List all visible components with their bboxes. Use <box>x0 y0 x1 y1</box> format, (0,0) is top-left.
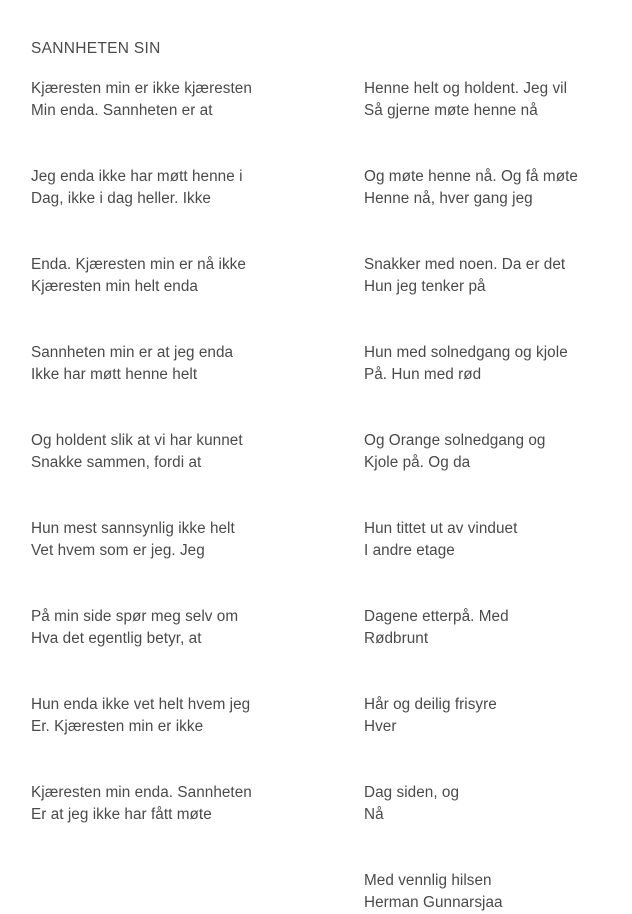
verse-line: Kjæresten min er ikke kjæresten <box>31 80 252 97</box>
verse-line: Og Orange solnedgang og <box>364 432 546 449</box>
stanza <box>364 430 632 474</box>
verse-line: Hun med solnedgang og kjole <box>364 344 568 361</box>
stanza <box>31 518 332 562</box>
verse-line: Hun jeg tenker på <box>364 278 486 295</box>
verse-line: Og møte henne nå. Og få møte <box>364 168 578 185</box>
stanza <box>364 694 632 738</box>
verse-line: Hver <box>364 718 397 735</box>
verse-line: Er. Kjæresten min er ikke <box>31 718 204 735</box>
verse-line: Enda. Kjæresten min er nå ikke <box>31 256 246 273</box>
verse-line: Hun enda ikke vet helt hvem jeg <box>31 696 251 713</box>
stanza <box>31 430 332 474</box>
stanza <box>31 694 332 738</box>
verse-line: På min side spør meg selv om <box>31 608 239 625</box>
verse-line: Min enda. Sannheten er at <box>31 102 213 119</box>
signature-author-name: Herman Gunnarsjaa <box>364 894 503 911</box>
stanza <box>364 606 632 650</box>
verse-line: Henne helt og holdent. Jeg vil <box>364 80 568 97</box>
verse-line: Snakker med noen. Da er det <box>364 256 566 273</box>
verse-line: Nå <box>364 806 384 823</box>
verse-line: Snakke sammen, fordi at <box>31 454 202 471</box>
stanza <box>364 342 632 386</box>
verse-line: Sannheten min er at jeg enda <box>31 344 234 361</box>
verse-line: På. Hun med rød <box>364 366 482 383</box>
verse-line: Kjæresten min enda. Sannheten <box>31 784 252 801</box>
verse-line: Dagene etterpå. Med <box>364 608 509 625</box>
verse-line: Rødbrunt <box>364 630 429 647</box>
page-title: SANNHETEN SIN <box>31 40 161 57</box>
verse-line: Dag, ikke i dag heller. Ikke <box>31 190 211 207</box>
verse-line: Er at jeg ikke har fått møte <box>31 806 212 823</box>
stanza <box>364 782 632 826</box>
stanza <box>31 166 332 210</box>
poem-column-right <box>332 78 632 914</box>
stanza <box>364 254 632 298</box>
stanza <box>364 166 632 210</box>
verse-line: Vet hvem som er jeg. Jeg <box>31 542 205 559</box>
poem-column-left <box>0 78 332 826</box>
stanza <box>31 342 332 386</box>
verse-line: Og holdent slik at vi har kunnet <box>31 432 243 449</box>
verse-line: Kjæresten min helt enda <box>31 278 198 295</box>
stanza <box>364 518 632 562</box>
poem-columns <box>0 78 632 914</box>
verse-line: Så gjerne møte henne nå <box>364 102 538 119</box>
verse-line: Kjole på. Og da <box>364 454 471 471</box>
verse-line: Hun mest sannsynlig ikke helt <box>31 520 235 537</box>
verse-line: Dag siden, og <box>364 784 460 801</box>
verse-line: Henne nå, hver gang jeg <box>364 190 533 207</box>
stanza <box>31 782 332 826</box>
stanza <box>364 78 632 122</box>
stanza <box>31 78 332 122</box>
verse-line: Hår og deilig frisyre <box>364 696 497 713</box>
stanza <box>31 254 332 298</box>
verse-line: Jeg enda ikke har møtt henne i <box>31 168 243 185</box>
verse-line: I andre etage <box>364 542 455 559</box>
stanza <box>31 606 332 650</box>
signature-block <box>364 870 632 914</box>
verse-line: Hva det egentlig betyr, at <box>31 630 202 647</box>
verse-line: Ikke har møtt henne helt <box>31 366 198 383</box>
verse-line: Hun tittet ut av vinduet <box>364 520 518 537</box>
signature-closing: Med vennlig hilsen <box>364 872 492 889</box>
